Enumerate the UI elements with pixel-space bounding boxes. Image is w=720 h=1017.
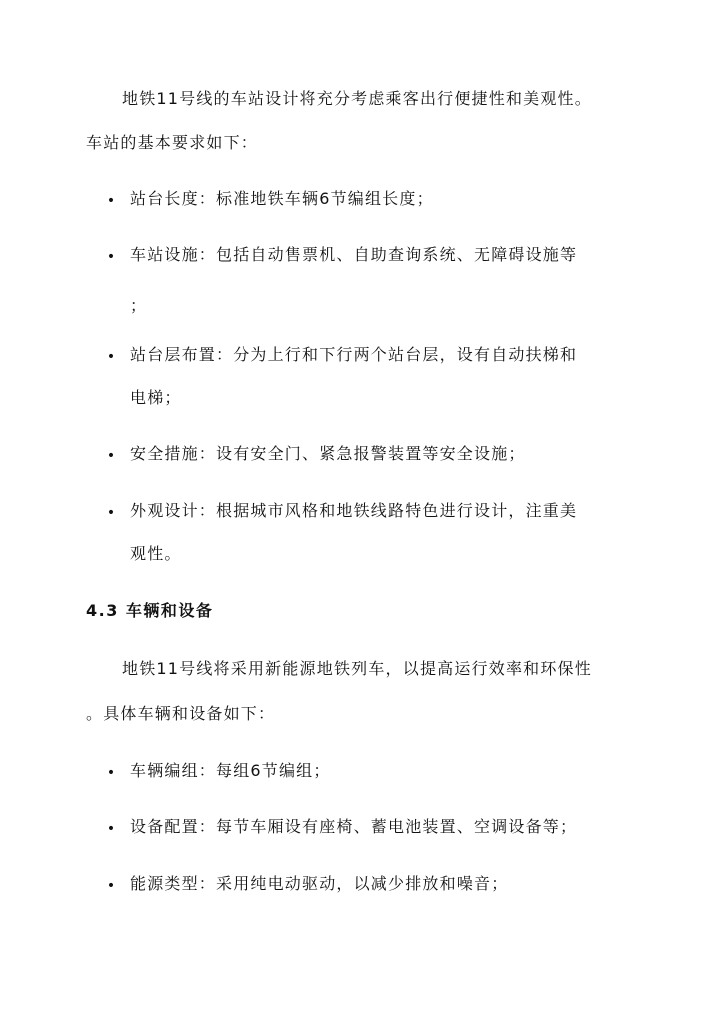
station-item-platform-length: 站台长度：标准地铁车辆6节编组长度； bbox=[130, 189, 434, 208]
vehicle-paragraph-line-1: 地铁11号线将采用新能源地铁列车，以提高运行效率和环保性 bbox=[122, 659, 592, 678]
station-item-platform-layout: 站台层布置：分为上行和下行两个站台层，设有自动扶梯和 bbox=[130, 345, 578, 364]
station-item-appearance: 外观设计：根据城市风格和地铁线路特色进行设计，注重美 bbox=[130, 501, 578, 520]
list-bullet: • bbox=[106, 765, 116, 781]
station-item-facilities-continued: ； bbox=[130, 296, 148, 315]
list-bullet: • bbox=[106, 193, 116, 209]
list-bullet: • bbox=[106, 349, 116, 365]
list-bullet: • bbox=[106, 249, 116, 265]
vehicle-item-formation: 车辆编组：每组6节编组； bbox=[130, 761, 331, 780]
list-bullet: • bbox=[106, 878, 116, 894]
section-heading: 4.3 车辆和设备 bbox=[86, 601, 214, 620]
vehicle-item-energy: 能源类型：采用纯电动驱动，以减少排放和噪音； bbox=[130, 874, 509, 893]
vehicle-paragraph-line-2: 。具体车辆和设备如下： bbox=[86, 704, 276, 723]
station-item-safety: 安全措施：设有安全门、紧急报警装置等安全设施； bbox=[130, 444, 526, 463]
list-bullet: • bbox=[106, 505, 116, 521]
list-bullet: • bbox=[106, 821, 116, 837]
list-bullet: • bbox=[106, 448, 116, 464]
station-item-appearance-continued: 观性。 bbox=[130, 544, 182, 563]
station-item-platform-layout-continued: 电梯； bbox=[130, 388, 182, 407]
intro-paragraph-line-1: 地铁11号线的车站设计将充分考虑乘客出行便捷性和美观性。 bbox=[122, 89, 592, 108]
intro-paragraph-line-2: 车站的基本要求如下： bbox=[86, 133, 259, 152]
station-item-facilities: 车站设施：包括自动售票机、自助查询系统、无障碍设施等 bbox=[130, 245, 578, 264]
vehicle-item-equipment: 设备配置：每节车厢设有座椅、蓄电池装置、空调设备等； bbox=[130, 817, 578, 836]
